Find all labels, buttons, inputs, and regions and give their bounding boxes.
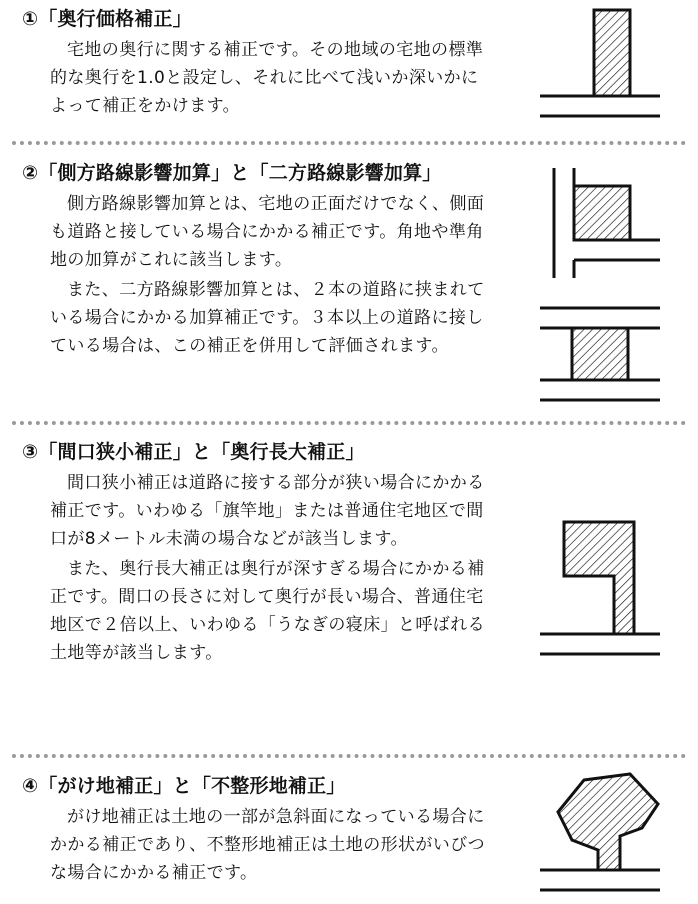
- section-text: [22, 773, 492, 887]
- section-paragraph: がけ地補正は土地の一部が急斜面になっている場合にかかる補正であり、不整形地補正は土地の形状がいびつな場合にかかる補正です。: [50, 807, 485, 883]
- section-divider: [12, 421, 686, 425]
- section-text: [22, 439, 492, 667]
- section-text: [22, 160, 492, 360]
- section-divider: [12, 754, 686, 758]
- section-paragraph: 間口狭小補正は道路に接する部分が狭い場合にかかる補正です。いわゆる「旗竿地」または普通住宅地区で間口が8メートル未満の場合などが該当します。: [50, 473, 485, 549]
- flag-lot-figure: [530, 508, 670, 658]
- section-divider: [12, 141, 686, 145]
- section-paragraph: また、二方路線影響加算とは、２本の道路に挟まれている場合にかかる加算補正です。３本以上の道路に接している場合は、この補正を併用して評価されます。: [50, 280, 485, 356]
- section-heading: ②「側方路線影響加算」と「二方路線影響加算」: [22, 162, 442, 184]
- land-parcel: [572, 328, 628, 380]
- irregular-lot-figure: [530, 766, 670, 900]
- land-parcel: [594, 10, 630, 96]
- section-text: [22, 6, 492, 120]
- section-heading: ③「間口狭小補正」と「奥行長大補正」: [22, 441, 365, 463]
- depth-correction-figure: [530, 6, 670, 122]
- land-parcel: [574, 186, 630, 240]
- section-heading: ④「がけ地補正」と「不整形地補正」: [22, 775, 346, 797]
- section-paragraph: また、奥行長大補正は奥行が深すぎる場合にかかる補正です。間口の長さに対して奥行が長い場合、普通住宅地区で２倍以上、いわゆる「うなぎの寝床」と呼ばれる土地等が該当します。: [50, 559, 485, 663]
- two-road-lot-figure: [530, 298, 670, 410]
- corner-lot-figure: [530, 160, 670, 284]
- land-parcel: [558, 774, 658, 870]
- section-heading: ①「奥行価格補正」: [22, 8, 192, 30]
- land-parcel: [564, 522, 634, 634]
- section-paragraph: 宅地の奥行に関する補正です。その地域の宅地の標準的な奥行を1.0と設定し、それに比べて浅いか深いかによって補正をかけます。: [50, 40, 484, 116]
- section-paragraph: 側方路線影響加算とは、宅地の正面だけでなく、側面も道路と接している場合にかかる補正です。角地や準角地の加算がこれに該当します。: [50, 194, 485, 270]
